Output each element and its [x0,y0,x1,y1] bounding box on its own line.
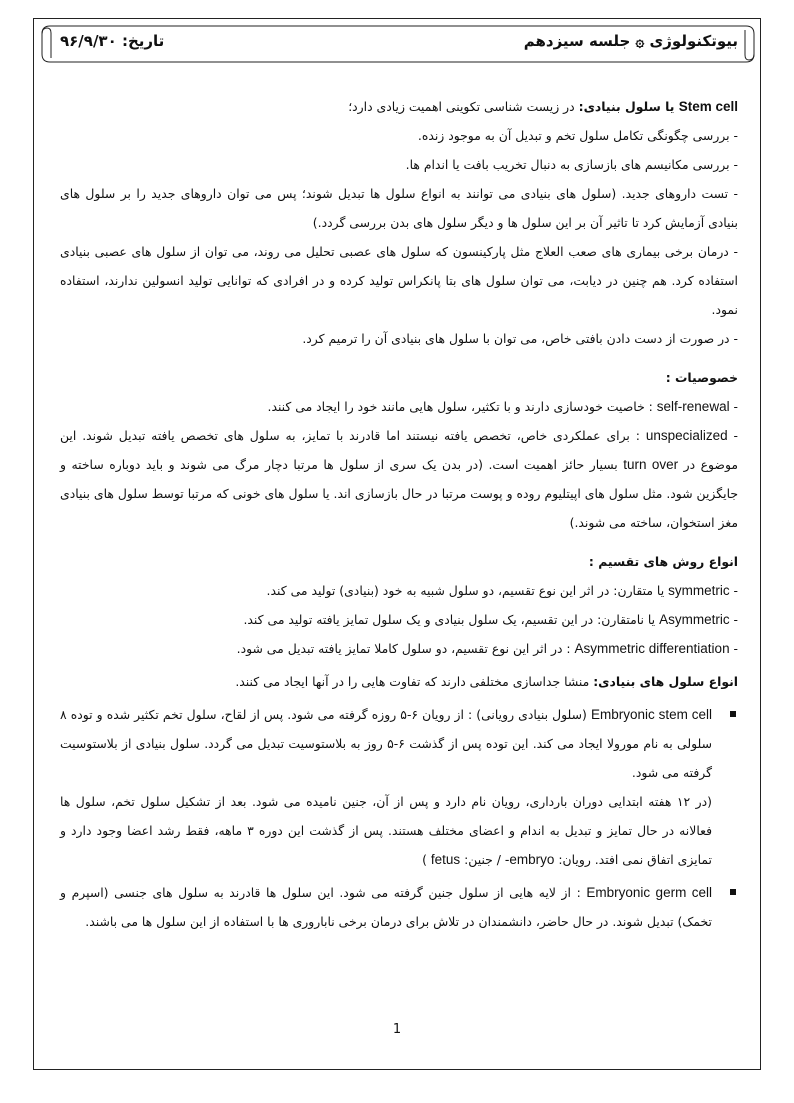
square-bullet-icon [730,711,736,717]
intro-text: در زیست شناسی تکوینی اهمیت زیادی دارد؛ [348,99,579,114]
types-heading-text: منشا جداسازی مختلفی دارند که تفاوت هایی را در آنها ایجاد می کنند. [235,674,594,689]
header-date: تاریخ: ۹۶/۹/۳۰ [60,32,165,50]
header-title: بیوتکنولوژی ۞ جلسه سیزدهم [523,32,738,50]
stem-type-germ [60,878,738,936]
dash: - [729,583,738,598]
term-turn-over: turn over [623,457,679,472]
property-text-2: بسیار حائز اهمیت است. (در بدن یک سری از سلول ها مرتبا دچار مرگ می شوند و باید دوباره ساخته و جایگزین شود. مثل سلول های اپیتلیوم روده و پوست مرتبا در حال بازسازی اند. یا سلول های خونی که مرتبا توسط سلول های بنیادی مغز استخوان، ساخته می شوند.) [60,457,738,530]
division-item [60,605,738,634]
square-bullet-icon [730,889,736,895]
division-text: : در اثر این نوع تقسیم، دو سلول کاملا تمایز یافته تبدیل می شود. [236,641,575,656]
term-symmetric: symmetric [668,583,730,598]
properties-heading: خصوصیات : [665,370,738,385]
property-item [60,421,738,537]
embryonic-paragraph [60,700,712,787]
header-banner [38,22,760,66]
property-text: : برای عملکردی خاص، تخصص یافته نیستند اما قادرند با تمایز، به سلول های تخصص یافته تبدیل شوند. این موضوع در [60,428,738,472]
use-item: - بررسی مکانیسم های بازسازی به دنبال تخریب بافت یا اندام ها. [405,157,738,172]
dash: - [729,399,738,414]
property-text: : خاصیت خودسازی دارند و با تکثیر، سلول هایی مانند خود را ایجاد می کنند. [267,399,657,414]
use-item: - درمان برخی بیماری های صعب العلاج مثل پارکینسون که سلول های عصبی تحلیل می روند، می توان از سلول های عصبی بنیادی استفاده کرد. هم چنین در دیابت، می توان سلول های بتا پانکراس تولید کرده و در افرادی که توانایی تولید انسولین ندارند، استفاده نمود. [60,244,738,317]
division-text: یا نامتقارن: در این تقسیم، یک سلول بنیادی و یک سلول تمایز یافته تولید می کند. [243,612,660,627]
note-close: ) [422,852,431,867]
term-stem-cell: Stem cell [678,99,738,114]
stem-type-embryonic [60,700,738,874]
embryonic-text: (سلول بنیادی رویانی) : از رویان ۶-۵ روزه گرفته می شود. پس از لقاح، سلول تخم تکثیر شده و توده ۸ سلولی به نام مورولا ایجاد می کند. این توده پس از گذشت ۶-۵ روز به بلاستوسیت تبدیل می گردد. سلول بنیادی از بلاستوسیت گرفته می شود. [60,707,713,780]
term-stem-cell-fa: یا سلول بنیادی: [578,99,679,114]
use-item: - تست داروهای جدید. (سلول های بنیادی می توانند به انواع سلول ها تبدیل شوند؛ پس می توان داروهای جدید را بر سلول های بنیادی آزمایش کرد تا تاثیر آن بر این سلول ها و دیگر سلول های بدن بررسی گردد.) [60,186,738,230]
document-body [60,92,738,936]
embryonic-note [60,787,712,874]
types-heading: انواع سلول های بنیادی: [593,674,738,689]
division-text: یا متقارن: در اثر این نوع تقسیم، دو سلول شبیه به خود (بنیادی) تولید می کند. [266,583,669,598]
term-self-renewal: self-renewal [656,399,730,414]
embryonic-note-text: (در ۱۲ هفته ابتدایی دوران بارداری، رویان نام دارد و پس از آن، جنین نامیده می شود. بعد از تشکیل سلول تخم، سلول ها فعالانه در حال تمایز و تبدیل به اندام و اعضای مختلف هستند. پس از گذشت این دوره ۳ ماهه، فقط رشد اعضا وجود دارد و تمایزی اتفاق نمی افتد. رویان: [60,794,713,867]
page-number: 1 [392,1022,402,1037]
property-item [60,392,738,421]
germ-paragraph [60,878,712,936]
germ-text: : از لایه هایی از سلول جنین گرفته می شود. این سلول ها قادرند به سلول های جنسی (اسپرم و تخمک) تبدیل شوند. در حال حاضر، دانشمندان در تلاش برای درمان برخی ناباروری ها با استفاده از این سلول ها می باشند. [60,885,712,929]
term-embryo: -embryo [504,852,555,867]
term-asymmetric: Asymmetric [659,612,730,627]
term-embryonic-germ-cell: Embryonic germ cell [586,885,712,900]
term-asymmetric-differentiation: Asymmetric differentiation [574,641,730,656]
intro-paragraph [60,92,738,121]
dash: - [727,428,738,443]
types-heading-line [60,667,738,696]
term-embryonic-stem-cell: Embryonic stem cell [590,707,712,722]
division-item [60,576,738,605]
term-fetus: fetus [430,852,461,867]
note-separator: / جنین: [460,852,505,867]
dash: - [729,641,738,656]
division-heading: انواع روش های تقسیم : [588,554,738,569]
division-item [60,634,738,663]
dash: - [729,612,738,627]
use-item: - بررسی چگونگی تکامل سلول تخم و تبدیل آن به موجود زنده. [417,128,738,143]
term-unspecialized: unspecialized [645,428,728,443]
use-item: - در صورت از دست دادن بافتی خاص، می توان با سلول های بنیادی آن را ترمیم کرد. [302,331,738,346]
